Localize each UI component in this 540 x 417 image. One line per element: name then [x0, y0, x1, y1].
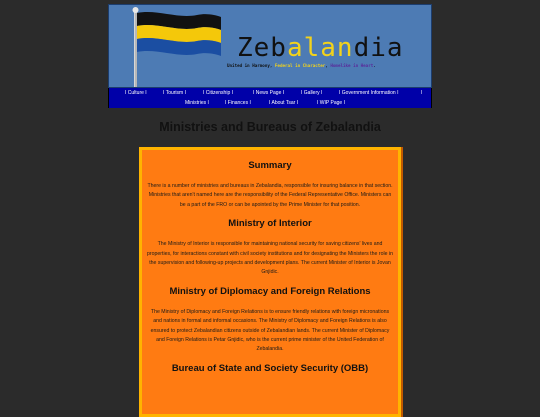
- tagline-sep-1: ,: [269, 63, 275, 68]
- nav-news-page[interactable]: I News Page I: [253, 90, 285, 96]
- tagline-part-2: Federal in Character: [274, 63, 326, 68]
- nav-ministries[interactable]: Ministries I: [185, 100, 209, 106]
- title-part-2: alan: [286, 33, 354, 63]
- nav-about-tsar[interactable]: I About Tsar I: [269, 100, 299, 106]
- nav-citizenship[interactable]: I Citizenship I: [203, 90, 234, 96]
- site-banner: [108, 4, 432, 88]
- section-title-diplomacy: Ministry of Diplomacy and Foreign Relations: [169, 285, 371, 297]
- nav-culture[interactable]: I Culture I: [125, 90, 147, 96]
- nav-row-2: [109, 98, 431, 108]
- nav-row-1: [109, 88, 431, 98]
- nav-tourism[interactable]: I Tourism I: [163, 90, 186, 96]
- section-title-summary: Summary: [248, 160, 292, 171]
- page-title: Ministries and Bureaus of Zebalandia: [159, 120, 381, 134]
- nav-wip-page[interactable]: I WIP Page I: [317, 100, 345, 106]
- tagline-end: .: [373, 63, 376, 68]
- section-body-interior: The Ministry of Interior is responsible for maintaining national security for saving citizens' lives and properties, for interactions constant with civil society institutions and for designating the Ministers the role in the supervision and following-up projects and development plans. The current Minister of Interior is Jovan Gnjidic.: [147, 241, 393, 276]
- section-title-interior: Ministry of Interior: [228, 218, 312, 230]
- content-panel: [139, 147, 401, 417]
- flag-image: [117, 7, 227, 88]
- nav-government-information[interactable]: I Government Information I: [339, 90, 399, 96]
- site-title: [237, 33, 404, 63]
- tagline-part-1: United in Harmony: [227, 63, 270, 68]
- section-body-diplomacy: The Ministry of Diplomacy and Foreign Relations is to ensure friendly relations with foreign micronations and nations in formal and informal occasions. The Ministry of Diplomacy and Foreign Relations is also ensured to protect Zebalandian citizens outside of Zebalandian lands. The current Minister of Diplomacy and Foreign Relations is Petar Gnjidic, who is the current prime minister of the United Federation of Zebalandia.: [150, 308, 390, 353]
- nav-row1-end: I: [421, 90, 423, 96]
- tagline-part-3: Homelike in Heart: [330, 63, 374, 68]
- section-body-summary: There is a number of ministries and bureaus in Zebalandia, responsible for insuring balance in that section. Ministries that aren't named here are the responsibility of the Federal Representative Office. Ministers can be a part of the FRO or can be apointed by the Prime Minister for that position.: [147, 183, 393, 208]
- title-part-3: dia: [353, 33, 404, 63]
- tagline-sep-2: ,: [325, 63, 331, 68]
- title-part-1: Zeb: [237, 33, 287, 63]
- nav-finances[interactable]: I Finances I: [225, 100, 251, 106]
- site-tagline: [227, 63, 429, 68]
- section-title-obb: Bureau of State and Society Security (OBB): [171, 362, 369, 374]
- nav-gallery[interactable]: I Gallery I: [301, 90, 323, 96]
- content-body: [142, 160, 398, 375]
- main-nav: [108, 88, 432, 108]
